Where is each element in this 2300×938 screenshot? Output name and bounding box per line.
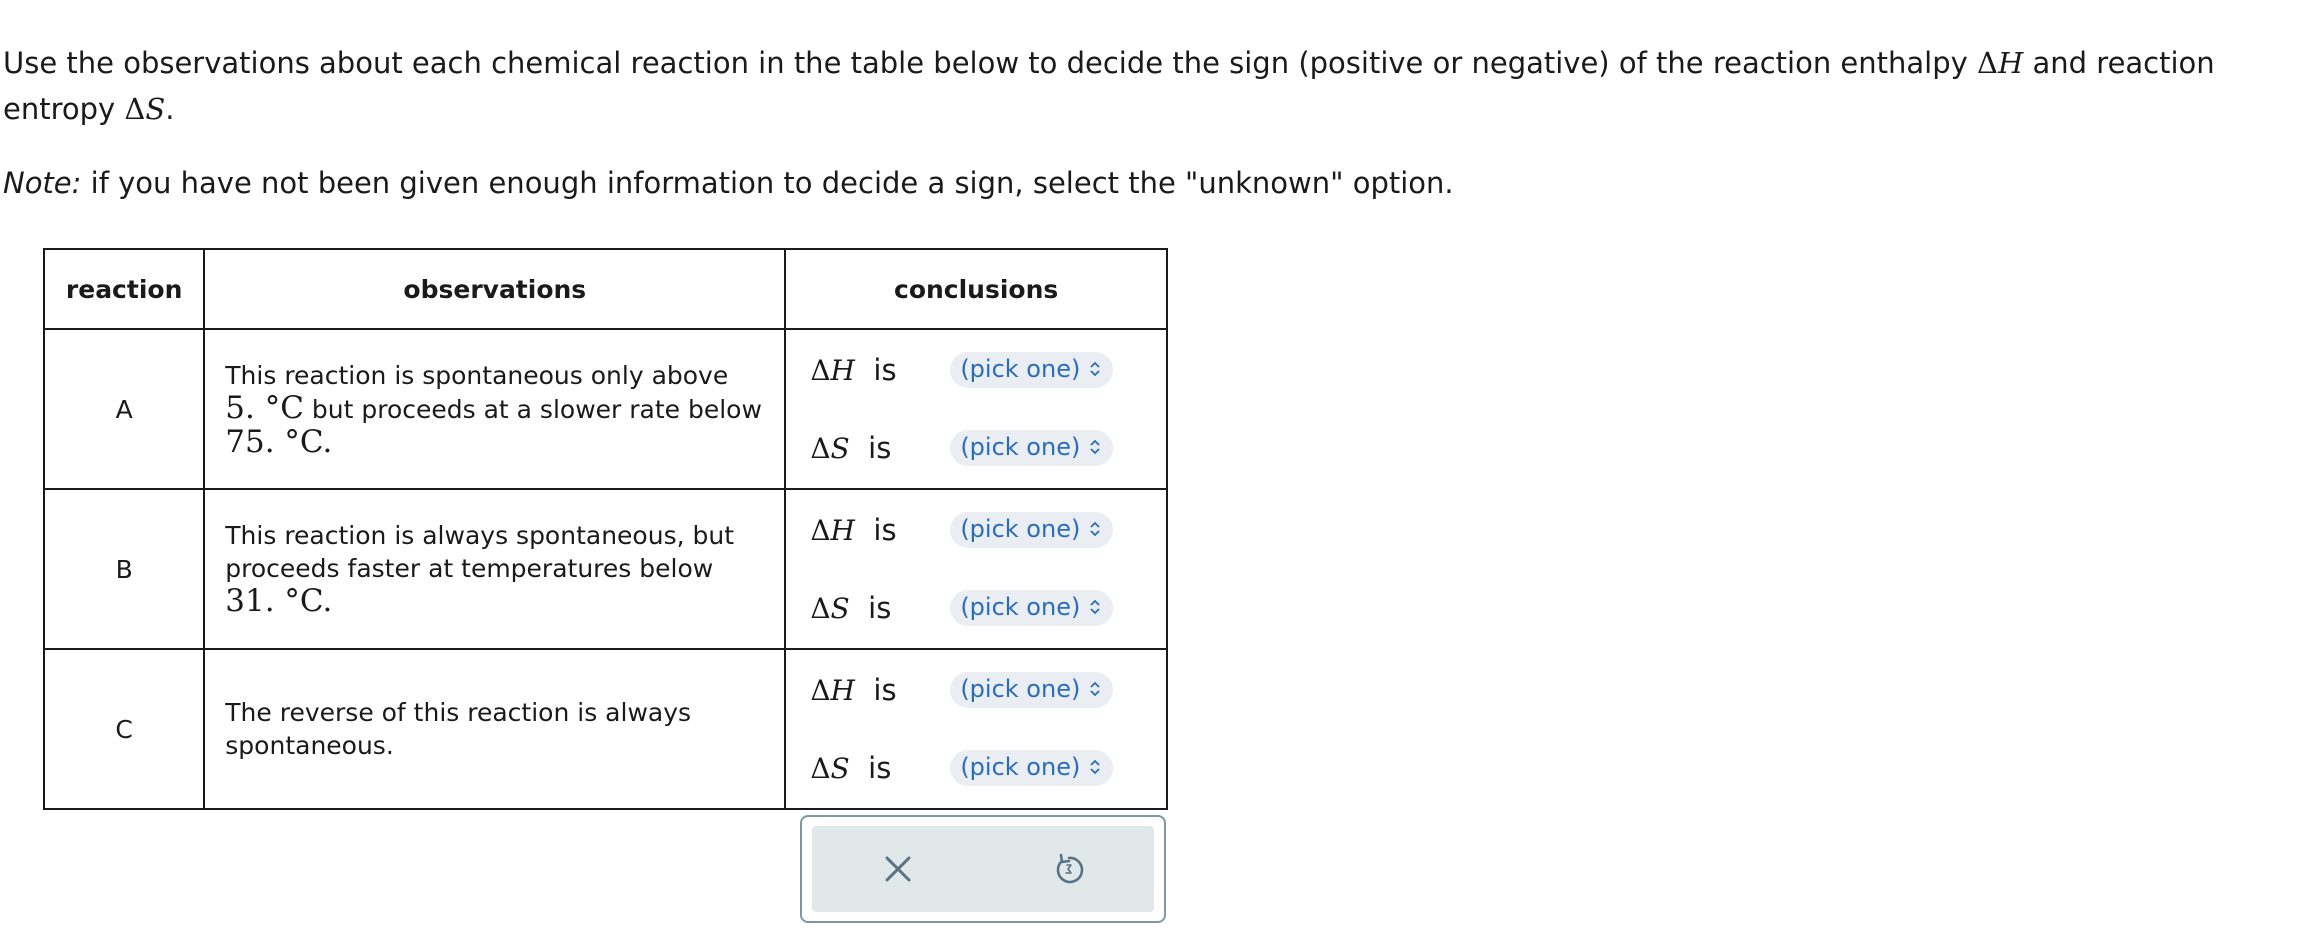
temperature-value: 31. °C. (225, 583, 333, 619)
delta-h-picker-a[interactable]: (pick one) (950, 352, 1113, 388)
delta-h-symbol: ΔH (1977, 46, 2024, 80)
clear-button[interactable] (868, 839, 928, 899)
observation-text: This reaction is spontaneous only above (225, 360, 729, 390)
note-text: if you have not been given enough information to decide a sign, select the "unknown" option. (81, 166, 1454, 200)
table-header-row (44, 249, 1167, 329)
reaction-table (43, 248, 1168, 810)
conclusion-delta-h (786, 503, 1166, 557)
delta-h-picker-b[interactable]: (pick one) (950, 512, 1113, 548)
delta-s-symbol: ΔS (124, 92, 166, 126)
header-conclusions: conclusions (785, 249, 1167, 329)
chevron-up-down-icon (1089, 439, 1101, 455)
header-reaction: reaction (44, 249, 204, 329)
chevron-up-down-icon (1089, 361, 1101, 377)
delta-s-label: ΔS is (810, 591, 892, 625)
note (3, 160, 1454, 206)
chevron-up-down-icon (1089, 681, 1101, 697)
instructions-text-3: . (165, 92, 175, 126)
conclusion-delta-s (786, 421, 1166, 475)
delta-h-label: ΔH is (810, 673, 897, 707)
observation-text: This reaction is always spontaneous, but proceeds faster at temperatures below (225, 521, 734, 583)
instructions-text-1: Use the observations about each chemical reaction in the table below to decide the sign (positive or negative) of the reaction enthalpy (3, 46, 1978, 80)
delta-h-label: ΔH is (810, 353, 897, 387)
conclusions-b (785, 489, 1167, 649)
action-bar (812, 826, 1154, 912)
table-row-a (44, 329, 1167, 489)
chevron-up-down-icon (1089, 599, 1101, 615)
conclusion-delta-h (786, 343, 1166, 397)
delta-s-picker-a[interactable]: (pick one) (950, 430, 1113, 466)
undo-icon (1052, 852, 1086, 886)
observation-a (204, 329, 785, 489)
conclusion-delta-s (786, 581, 1166, 635)
observation-text: but proceeds at a slower rate below (303, 394, 762, 424)
table-row-b (44, 489, 1167, 649)
reaction-letter: A (44, 329, 204, 489)
conclusion-delta-s (786, 741, 1166, 795)
chevron-up-down-icon (1089, 521, 1101, 537)
delta-s-picker-c[interactable]: (pick one) (950, 750, 1113, 786)
chevron-up-down-icon (1089, 759, 1101, 775)
delta-h-picker-c[interactable]: (pick one) (950, 672, 1113, 708)
table-row-c (44, 649, 1167, 809)
conclusions-a (785, 329, 1167, 489)
undo-button[interactable] (1039, 839, 1099, 899)
observation-c (204, 649, 785, 809)
delta-s-label: ΔS is (810, 751, 892, 785)
conclusions-c (785, 649, 1167, 809)
delta-s-label: ΔS is (810, 431, 892, 465)
reaction-letter: C (44, 649, 204, 809)
action-panel (800, 815, 1166, 923)
conclusion-delta-h (786, 663, 1166, 717)
observation-b (204, 489, 785, 649)
instructions-text-2: and reaction entropy (3, 46, 2215, 126)
x-icon (883, 854, 913, 884)
delta-h-label: ΔH is (810, 513, 897, 547)
delta-s-picker-b[interactable]: (pick one) (950, 590, 1113, 626)
reaction-letter: B (44, 489, 204, 649)
temperature-value: 75. °C. (225, 423, 333, 460)
note-label: Note: (3, 166, 82, 200)
instructions (3, 40, 2288, 132)
temperature-value: 5. °C (225, 389, 304, 426)
observation-text: The reverse of this reaction is always spontaneous. (225, 698, 692, 760)
header-observations: observations (204, 249, 785, 329)
